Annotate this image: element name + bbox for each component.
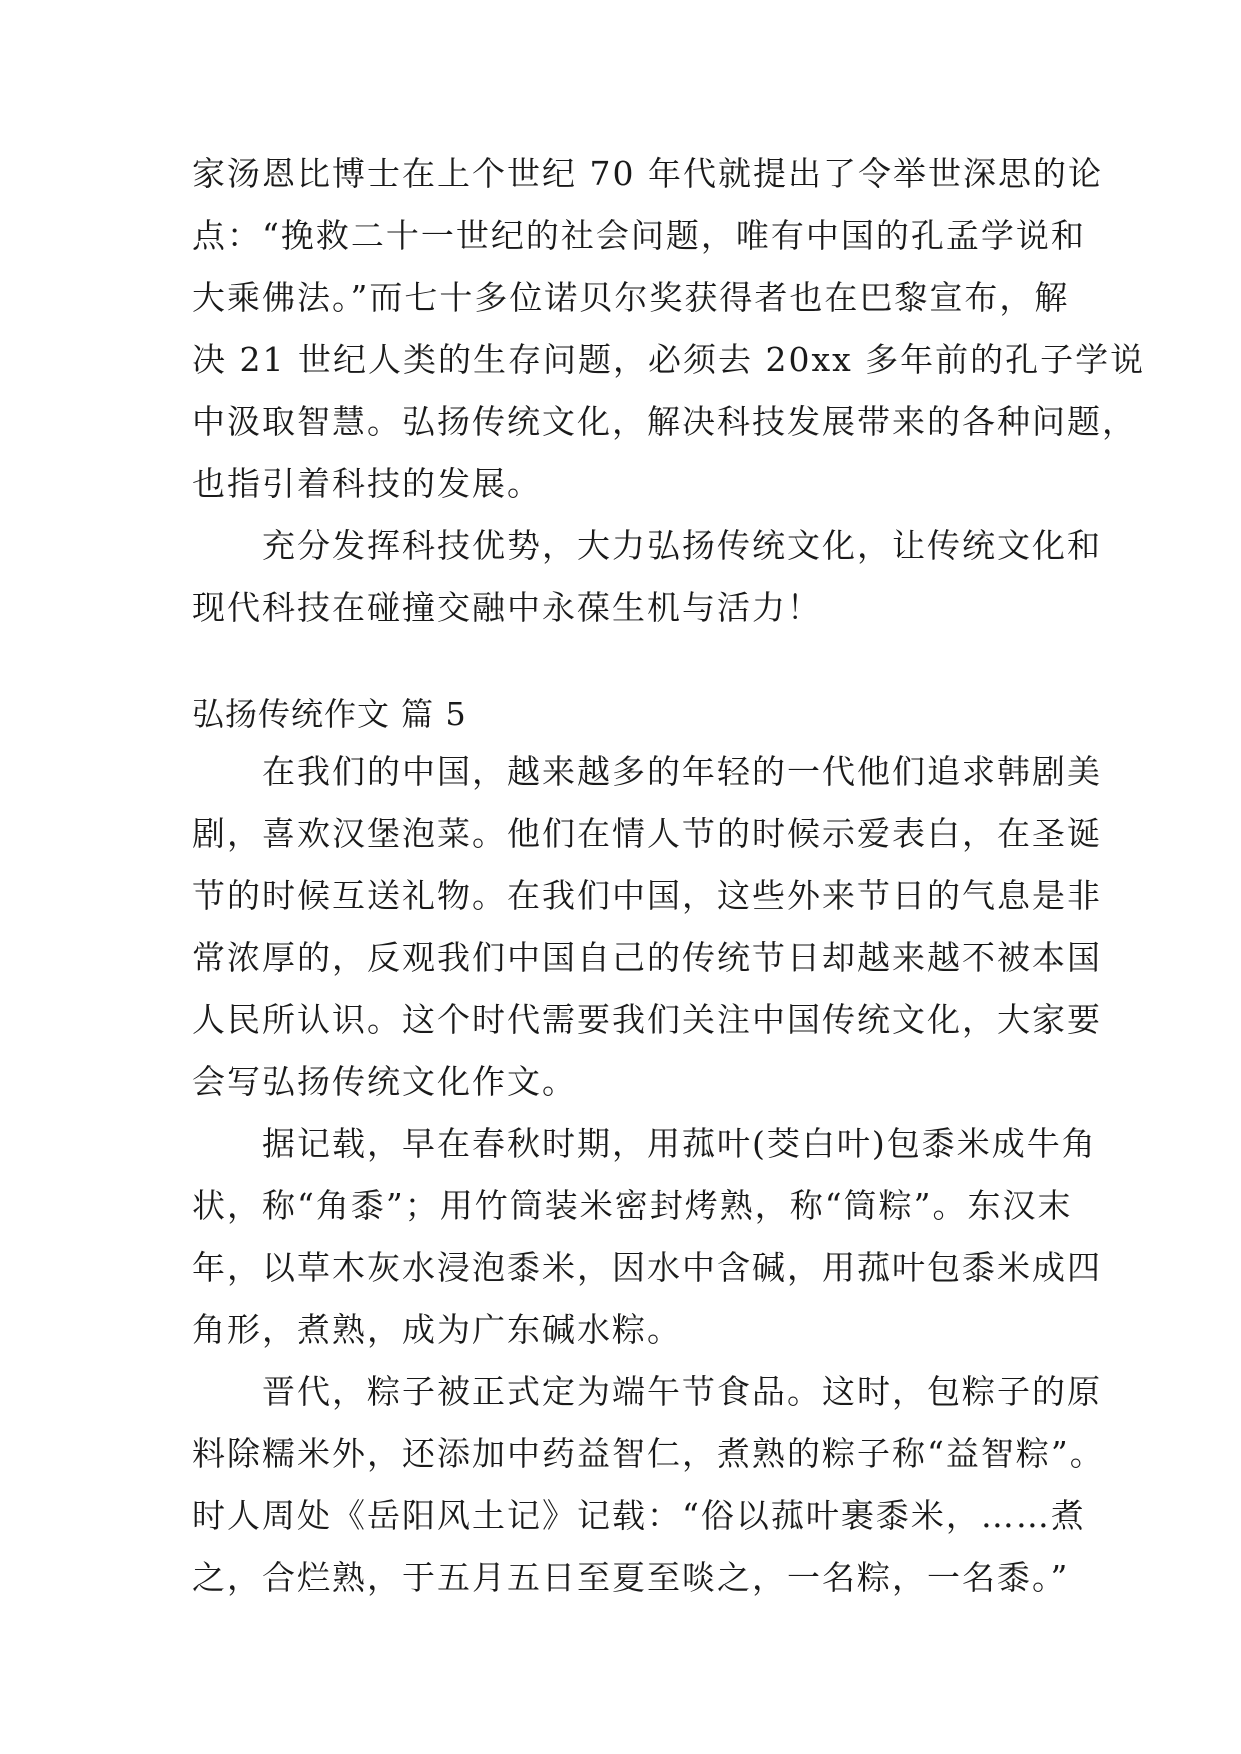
text-line: 家汤恩比博士在上个世纪 70 年代就提出了令举世深思的论 xyxy=(192,154,1103,193)
text-line: 充分发挥科技优势，大力弘扬传统文化，让传统文化和 xyxy=(192,526,1102,565)
text-line: 在我们的中国，越来越多的年轻的一代他们追求韩剧美 xyxy=(192,752,1102,791)
text-line: 现代科技在碰撞交融中永葆生机与活力！ xyxy=(192,588,822,627)
text-line: 晋代，粽子被正式定为端午节食品。这时，包粽子的原 xyxy=(192,1372,1102,1411)
text-line: 会写弘扬传统文化作文。 xyxy=(192,1062,577,1101)
text-line: 决 21 世纪人类的生存问题，必须去 20xx 多年前的孔子学说 xyxy=(192,340,1146,379)
text-line: 角形，煮熟，成为广东碱水粽。 xyxy=(192,1310,682,1349)
text-line: 据记载，早在春秋时期，用菰叶(茭白叶)包黍米成牛角 xyxy=(192,1124,1097,1163)
text-line: 状，称“角黍”；用竹筒装米密封烤熟，称“筒粽”。东汉末 xyxy=(192,1186,1073,1225)
text-line: 中汲取智慧。弘扬传统文化，解决科技发展带来的各种问题， xyxy=(192,402,1137,441)
text-line: 剧，喜欢汉堡泡菜。他们在情人节的时候示爱表白，在圣诞 xyxy=(192,814,1102,853)
text-line: 年，以草木灰水浸泡黍米，因水中含碱，用菰叶包黍米成四 xyxy=(192,1248,1102,1287)
text-line: 人民所认识。这个时代需要我们关注中国传统文化，大家要 xyxy=(192,1000,1102,1039)
text-line: 大乘佛法。”而七十多位诺贝尔奖获得者也在巴黎宣布，解 xyxy=(192,278,1070,317)
section-heading: 弘扬传统作文 篇 5 xyxy=(192,695,467,733)
text-line: 时人周处《岳阳风土记》记载：“俗以菰叶裹黍米，……煮 xyxy=(192,1496,1086,1535)
text-line: 点：“挽救二十一世纪的社会问题，唯有中国的孔孟学说和 xyxy=(192,216,1086,255)
text-line: 节的时候互送礼物。在我们中国，这些外来节日的气息是非 xyxy=(192,876,1102,915)
text-line: 料除糯米外，还添加中药益智仁，煮熟的粽子称“益智粽”。 xyxy=(192,1434,1105,1473)
text-line: 也指引着科技的发展。 xyxy=(192,464,542,503)
text-line: 之，合烂熟，于五月五日至夏至啖之，一名粽，一名黍。” xyxy=(192,1558,1070,1597)
text-line: 常浓厚的，反观我们中国自己的传统节日却越来越不被本国 xyxy=(192,938,1102,977)
